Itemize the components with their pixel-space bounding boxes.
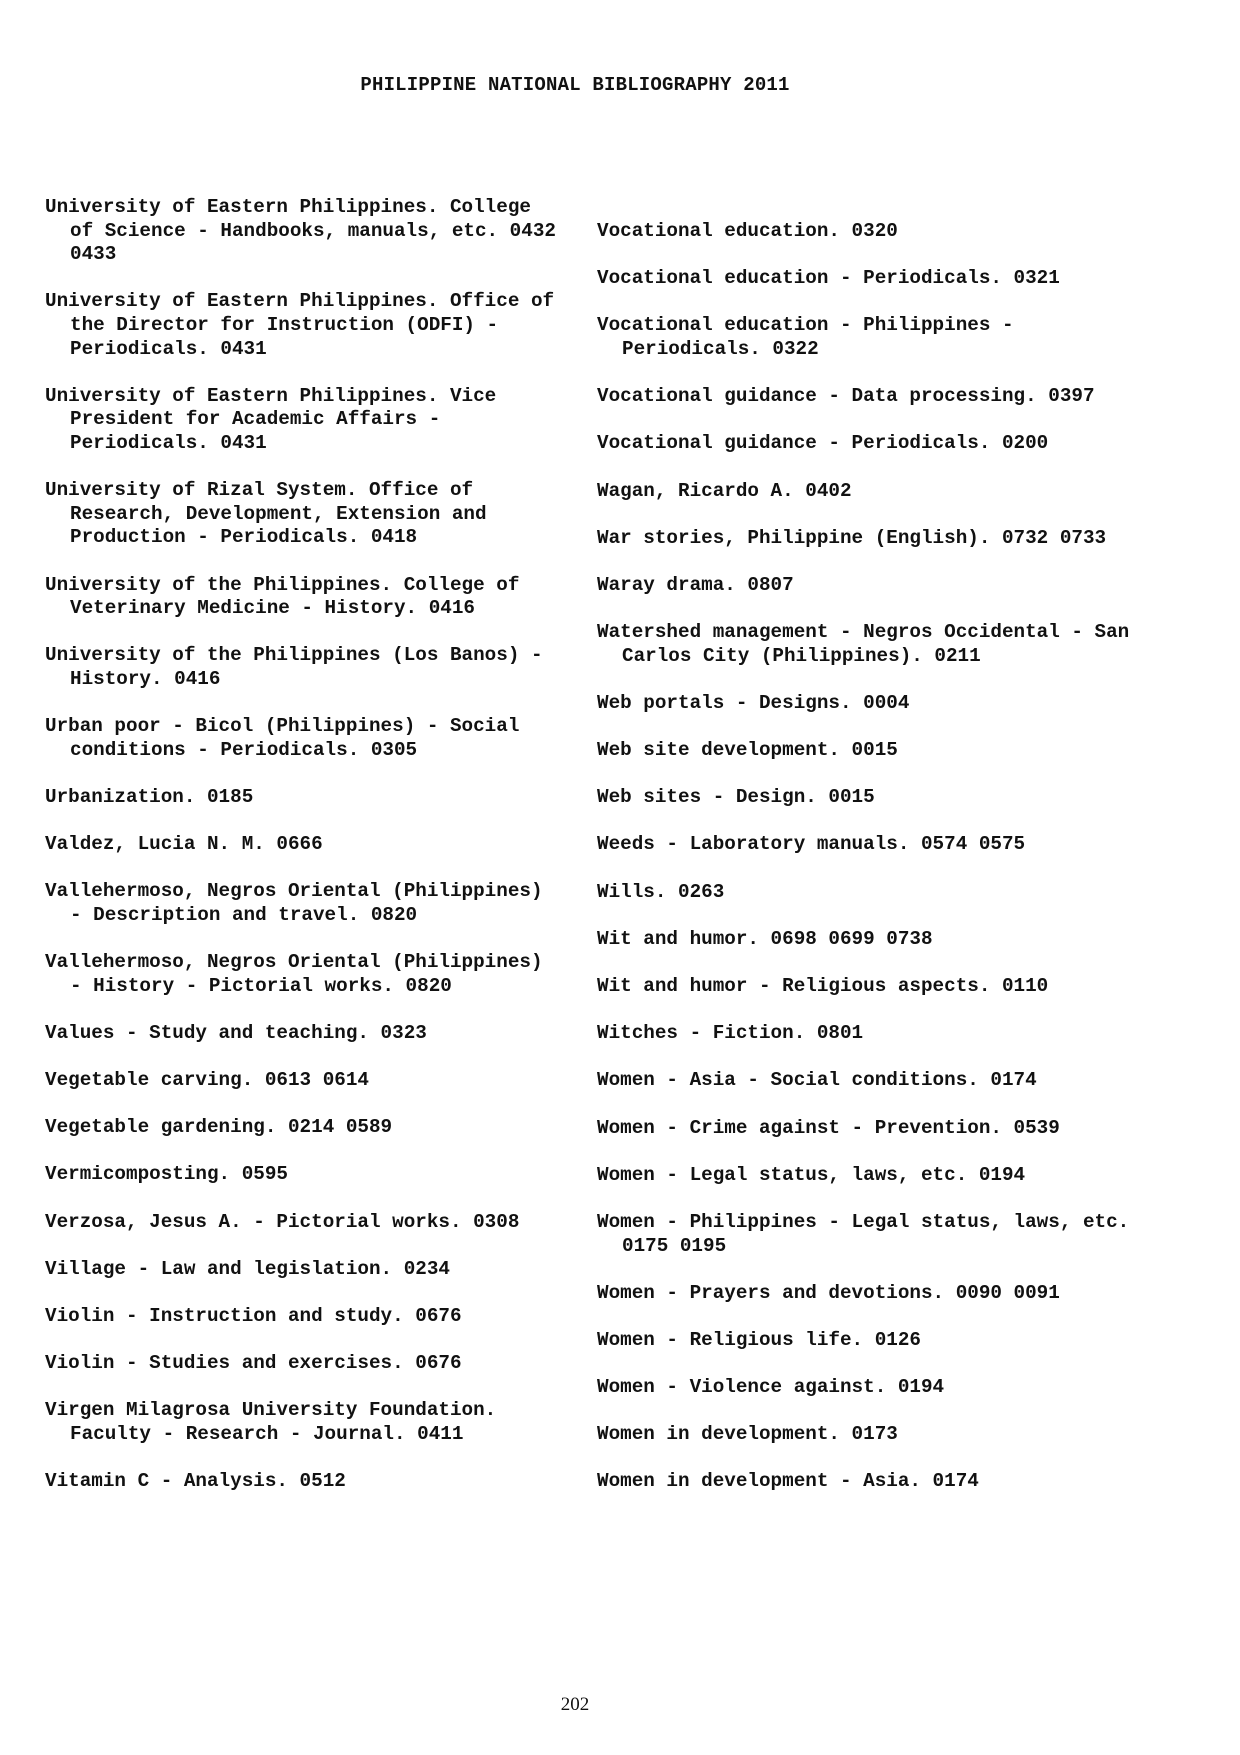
page-number: 202 <box>560 1694 590 1715</box>
index-entry: Village - Law and legislation. 0234 <box>45 1257 450 1280</box>
index-entry: University of the Philippines (Los Banos) - History. 0416 <box>45 644 543 690</box>
index-entry: Wagan, Ricardo A. 0402 <box>597 479 852 502</box>
index-entry: University of Eastern Philippines. College of Science - Handbooks, manuals, etc. 0432 0433 <box>45 196 556 266</box>
index-entry: University of Eastern Philippines. Vice President for Academic Affairs - Periodicals. 0431 <box>45 384 497 454</box>
index-entry: Vegetable carving. 0613 0614 <box>45 1068 369 1091</box>
index-entry: Virgen Milagrosa University Foundation. Faculty - Research - Journal. 0411 <box>45 1399 497 1445</box>
index-entry: Vocational education - Periodicals. 0321 <box>597 267 1060 290</box>
index-entry: University of Rizal System. Office of Research, Development, Extension and Production - Periodicals. 0418 <box>45 479 487 549</box>
index-entry: Wills. 0263 <box>597 880 725 903</box>
index-entry: Women in development - Asia. 0174 <box>597 1470 979 1493</box>
index-entry: Violin - Instruction and study. 0676 <box>45 1304 462 1327</box>
index-entry: Witches - Fiction. 0801 <box>597 1022 864 1045</box>
running-head-title: PHILIPPINE NATIONAL BIBLIOGRAPHY 2011 <box>360 74 790 96</box>
index-entry: Watershed management - Negros Occidental - San Carlos City (Philippines). 0211 <box>597 621 1130 667</box>
index-entry: Women - Philippines - Legal status, laws, etc. 0175 0195 <box>597 1210 1130 1257</box>
index-entry: Urbanization. 0185 <box>45 785 254 808</box>
index-entry: Vocational education - Philippines - Periodicals. 0322 <box>597 314 1014 360</box>
index-entry: Women in development. 0173 <box>597 1423 898 1446</box>
index-entry: Vocational guidance - Data processing. 0397 <box>597 385 1095 408</box>
index-entry: Wit and humor - Religious aspects. 0110 <box>597 975 1049 997</box>
index-entry: University of the Philippines. College of Veterinary Medicine - History. 0416 <box>45 573 520 620</box>
index-entry: Vallehermoso, Negros Oriental (Philippines) - History - Pictorial works. 0820 <box>45 951 543 997</box>
index-entry: Women - Legal status, laws, etc. 0194 <box>597 1163 1026 1186</box>
index-entry: Wit and humor. 0698 0699 0738 <box>597 927 933 950</box>
index-entry: Vocational guidance - Periodicals. 0200 <box>597 432 1049 455</box>
index-entry: Vocational education. 0320 <box>597 220 898 242</box>
index-entry: War stories, Philippine (English). 0732 0733 <box>597 526 1107 549</box>
index-entry: Web site development. 0015 <box>597 739 898 762</box>
index-entry: Women - Prayers and devotions. 0090 0091 <box>597 1281 1060 1304</box>
index-entry: Vermicomposting. 0595 <box>45 1163 288 1186</box>
index-entry: Women - Religious life. 0126 <box>597 1328 921 1351</box>
index-entry: Web sites - Design. 0015 <box>597 786 875 809</box>
index-entry: Valdez, Lucia N. M. 0666 <box>45 833 323 856</box>
index-entry: Urban poor - Bicol (Philippines) - Social conditions - Periodicals. 0305 <box>45 715 520 761</box>
index-entry: Vallehermoso, Negros Oriental (Philippines) - Description and travel. 0820 <box>45 880 543 926</box>
index-entry: Values - Study and teaching. 0323 <box>45 1021 427 1044</box>
index-column-left <box>45 196 565 1517</box>
index-entry: University of Eastern Philippines. Office of the Director for Instruction (ODFI) - Periodicals. 0431 <box>45 290 555 360</box>
index-entry: Weeds - Laboratory manuals. 0574 0575 <box>597 833 1026 856</box>
index-entry: Women - Violence against. 0194 <box>597 1376 945 1399</box>
index-entry: Waray drama. 0807 <box>597 573 794 596</box>
index-entry: Women - Asia - Social conditions. 0174 <box>597 1069 1037 1092</box>
index-entry: Web portals - Designs. 0004 <box>597 691 910 714</box>
index-column-right <box>597 220 1157 1518</box>
index-entry: Women - Crime against - Prevention. 0539 <box>597 1116 1060 1139</box>
index-entry: Verzosa, Jesus A. - Pictorial works. 0308 <box>45 1210 520 1233</box>
index-entry: Violin - Studies and exercises. 0676 <box>45 1352 462 1375</box>
index-entry: Vegetable gardening. 0214 0589 <box>45 1116 393 1139</box>
index-entry: Vitamin C - Analysis. 0512 <box>45 1470 346 1493</box>
